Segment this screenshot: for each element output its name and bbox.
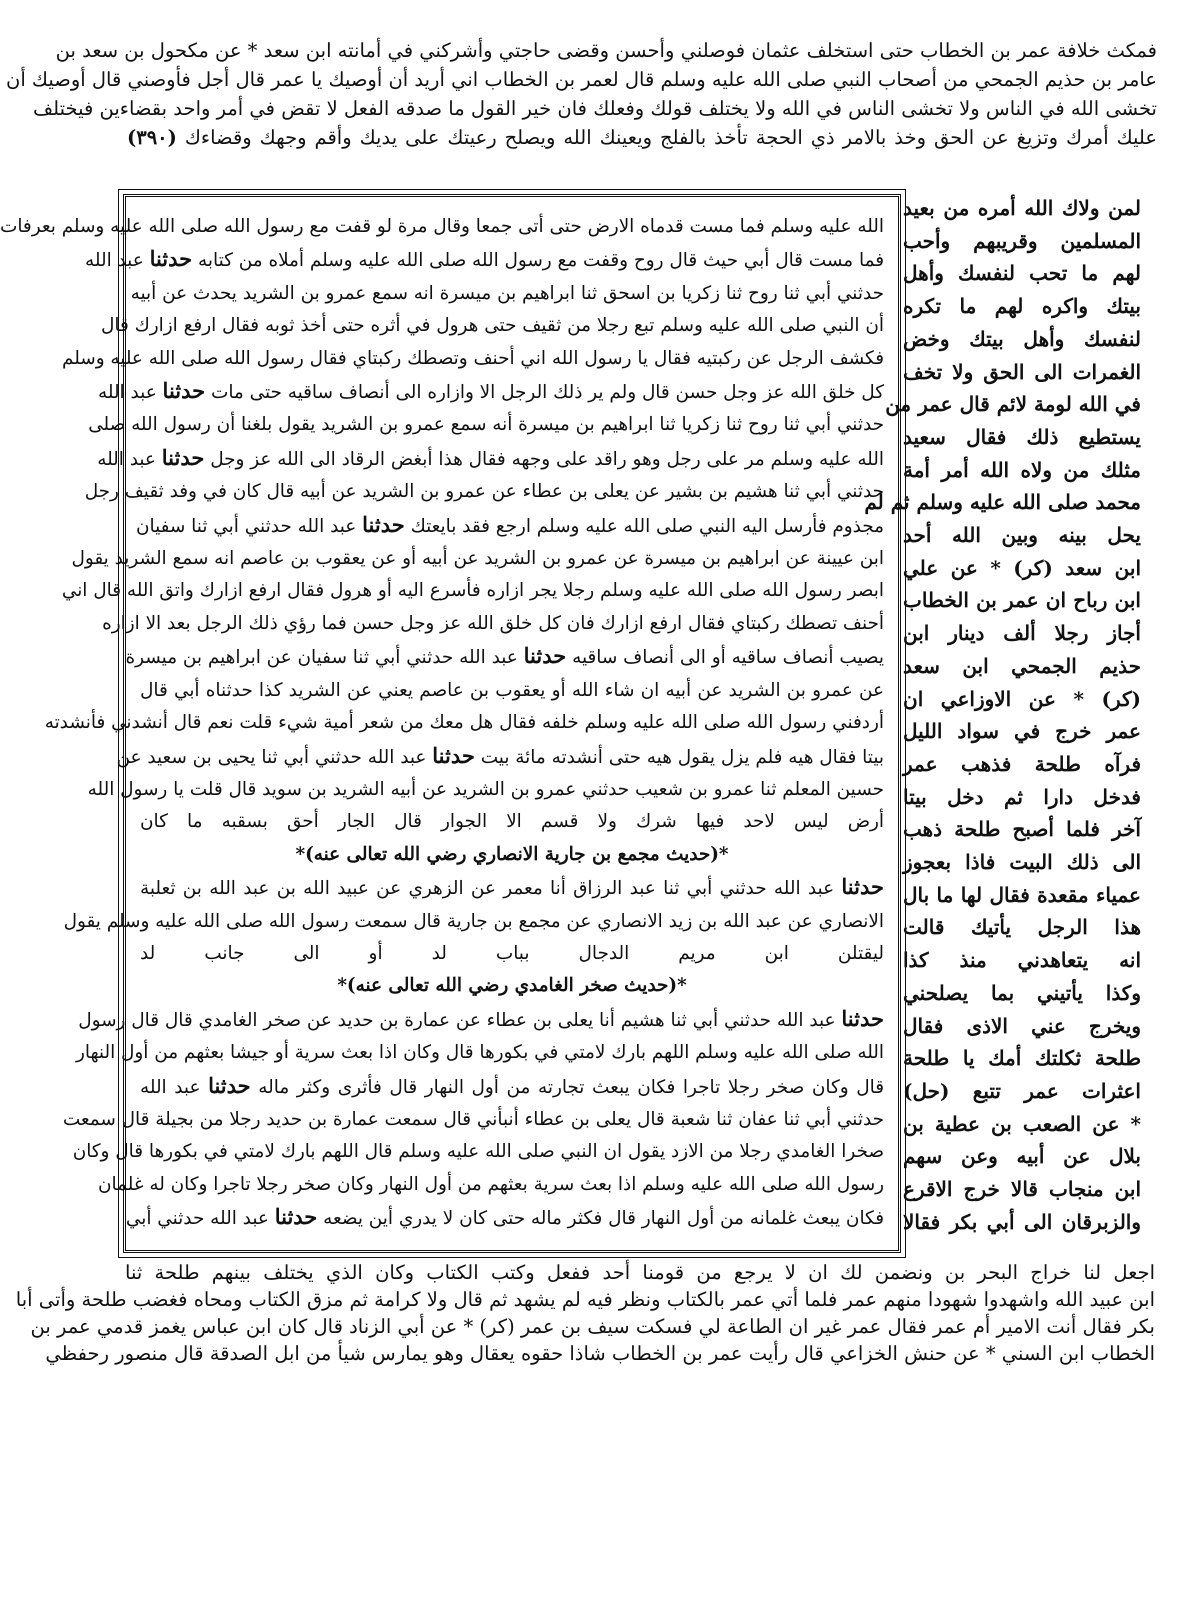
haddathana-marker: حدثنا (362, 511, 405, 537)
line-text: ابن عيينة عن ابراهيم بن ميسرة عن عمرو بن الشريد عن أبيه أو عن يعقوب بن عاصم انه سمع الشريد يقول (71, 548, 884, 570)
line-text: حدثني أبي ثنا عفان ثنا شعبة قال يعلى بن عطاء أنبأني قال سمعت عمارة بن حديد رجلا من بجيلة قال سمعت (62, 1108, 884, 1130)
haddathana-marker: حدثنا (208, 1072, 251, 1098)
line-text: عبد الله حدثني أبي ثنا سفيان (135, 515, 357, 537)
line-text: يصيب أنصاف ساقيه أو الى أنصاف ساقيه (572, 647, 884, 669)
line-text: قال وكان صخر رجلا تاجرا فكان يبعث تجارته من أول النهار قال فأثرى وكثر ماله (258, 1076, 884, 1098)
commentary-line: بكر فقال أنت الامير أم عمر فقال عمر غير ان الطاعة لي فسكت سيف بن عمر (كر) * عن أبي الزناد قال كان ابن عباس يغمز قدمي عمر بن (30, 1315, 1155, 1338)
side-commentary-line: ابن سعد (كر) * عن علي (903, 555, 1141, 580)
haddathana-marker: حدثنا (161, 444, 205, 470)
hadith-line (61, 343, 884, 375)
line-text: عبد الله (140, 1076, 201, 1098)
line-text: أن النبي صلى الله عليه وسلم تبع رجلا من ثقيف حتى هرول في أثره حتى أخذ ثوبه فقال ارفع ازارك قال (101, 315, 884, 337)
side-commentary-line: لهم ما تحب لنفسك وأهل (903, 261, 1141, 286)
side-commentary-line: ويخرج عني الاذى فقال (903, 1013, 1141, 1038)
side-commentary-line: فرآه طلحة فذهب عمر (903, 751, 1141, 776)
line-text: حسين المعلم ثنا عمرو بن شعيب حدثني عمرو بن الشريد عن أبيه الشريد بن سويد قال قلت يا رسول الله (87, 778, 884, 800)
hadith-line (63, 906, 884, 938)
side-commentary-line: ابن منجاب قالا خرج الاقرع (903, 1177, 1141, 1202)
line-text: عبد الله حدثني أبي ثنا عبد الرزاق أنا معمر عن الزهري عن عبيد الله بن عبد الله بن ثعلبة (140, 878, 835, 900)
line-text: الله عليه وسلم مر على رجل وهو راقد على وجهه فقال هذا أبغض الرقاد الى الله عز وجل (210, 448, 884, 470)
hadith-line (116, 740, 884, 774)
top-commentary (6, 36, 1158, 152)
hadith-line (140, 675, 884, 707)
side-commentary-line: عمياء مقعدة فقال لها ما بال (903, 882, 1141, 907)
hadith-line (97, 442, 884, 476)
haddathana-marker: حدثنا (841, 874, 884, 900)
side-commentary-line: وكذا يأتيني بما يصلحني (903, 980, 1141, 1005)
side-commentary (864, 192, 1141, 1239)
line-text: عبد الله (97, 448, 156, 470)
line-text: عبد الله حدثني أبي (125, 1208, 269, 1230)
hadith-line (87, 774, 884, 806)
side-commentary-line: طلحة ثكلتك أمك يا طلحة (903, 1046, 1141, 1071)
side-commentary-line: مثلك من ولاه الله أمر أمة (903, 457, 1141, 482)
side-commentary-line: حذيم الجمحي ابن سعد (903, 653, 1141, 678)
side-commentary-line: المسلمين وقريبهم وأحب (903, 228, 1141, 253)
main-text (0, 211, 884, 1236)
hadith-line (135, 509, 884, 543)
haddathana-marker: حدثنا (162, 378, 206, 404)
side-commentary-line: بيتك واكره لهم ما تكره (903, 294, 1141, 319)
line-text: عن عمرو بن الشريد عن أبيه ان شاء الله أو يعقوب بن عاصم يعني عن الشريد كذا حدثناه أبي قال (140, 679, 884, 701)
side-commentary-line: بلال عن أبيه وعن سهم (903, 1144, 1141, 1169)
haddathana-marker: حدثنا (432, 742, 475, 768)
side-commentary-line: في الله لومة لائم قال عمر من (885, 392, 1141, 417)
hadith-line (84, 476, 884, 508)
line-text: أحنف تصطك ركبتاي فقال ارفع ازارك فان كل خلق الله عز وجل حسن فما رؤي ذلك الرجل بعد الا ازاره (102, 612, 884, 634)
line-text: *(حديث صخر الغامدي رضي الله تعالى عنه)* (337, 975, 687, 997)
hadith-line (130, 278, 884, 310)
hadith-line (75, 1037, 884, 1069)
side-commentary-line: اعثرات عمر تتبع (حل) (903, 1078, 1141, 1103)
side-commentary-line: محمد صلى الله عليه وسلم ثم لم (864, 490, 1141, 515)
commentary-line: ابن عبيد الله واشهدوا شهودا منهم عمر فلما أتي عمر بالكتاب ونظر فيه لم يشهد ثم قال ولا كرامة ثم مزق الكتاب ومحاه فغضب طلحة وأتى أبا (15, 1288, 1155, 1311)
haddathana-marker: حدثنا (274, 1204, 318, 1230)
side-commentary-line: عمر خرج في سواد الليل (903, 719, 1141, 744)
main-text-frame (0, 194, 901, 1253)
hadith-line (140, 806, 884, 838)
side-commentary-line: فدخل دارا ثم دخل بيتا (903, 784, 1141, 809)
side-commentary-line: يحل بينه وبين الله أحد (903, 523, 1141, 548)
line-text: حدثني أبي ثنا روح ثنا زكريا ثنا ابراهيم بن ميسرة أنه سمع عمرو بن الشريد يقول بلغنا أن رسول الله صلى (88, 414, 884, 436)
line-text: عبد الله حدثني أبي ثنا سفيان عن ابراهيم بن ميسرة (125, 647, 518, 669)
side-commentary-line: الى ذلك البيت فاذا بعجوز (903, 850, 1141, 875)
bottom-commentary (15, 1259, 1155, 1367)
haddathana-marker: حدثنا (523, 643, 567, 669)
side-commentary-line: لمن ولاك الله أمره من بعيد (903, 196, 1141, 220)
hadith-line (0, 211, 884, 243)
commentary-line: فمكث خلافة عمر بن الخطاب حتى استخلف عثمان فوصلني وأحسن وقضى حاجتي وأشركني في أمانته ابن سعد * عن مكحول بن سعد بن (55, 39, 1157, 62)
line-text: مجذوم فأرسل اليه النبي صلى الله عليه وسلم ارجع فقد بايعتك (410, 515, 884, 537)
line-text: حدثني أبي ثنا روح ثنا زكريا بن اسحق ثنا ابراهيم بن ميسرة انه سمع عمرو بن الشريد يحدث عن أبيه (130, 282, 884, 304)
section-heading (140, 839, 884, 871)
hadith-line (71, 543, 884, 575)
page-number: (٣٩٠) (127, 126, 177, 149)
hadith-line (125, 1201, 884, 1235)
side-commentary-line: (كر) * عن الاوزاعي ان (903, 686, 1141, 711)
haddathana-marker: حدثنا (841, 1005, 884, 1031)
side-commentary-line: هذا الرجل يأتيك قالت (903, 915, 1141, 940)
section-heading (140, 970, 884, 1002)
line-text: الله عليه وسلم فما مست قدماه الارض حتى أتى جمعا وقال مرة لو قفت مع رسول الله صلى الله عليه وسلم بعرفات (0, 216, 884, 237)
line-text: عبد الله حدثني أبي ثنا هشيم أنا يعلى بن عطاء عن عمارة بن حديد عن صخر الغامدي قال قال رسول (78, 1009, 836, 1031)
line-text: بيتا فقال هيه فلم يزل يقول هيه حتى أنشدته مائة بيت (480, 746, 884, 768)
commentary-line: الخطاب ابن السني * عن حنش الخزاعي قال رأيت عمر بن الخطاب شاذا حقوه يعقال وهو يمارس شيأ من ابل الصدقة قال منصور رحفظي (45, 1342, 1155, 1365)
line-text: فكشف الرجل عن ركبتيه فقال يا رسول الله اني أحنف وتصطك ركبتاي فقال رسول الله صلى الله عليه وسلم (61, 347, 884, 369)
hadith-line (78, 1003, 884, 1037)
commentary-line: عامر بن حذيم الجمحي من أصحاب النبي صلى الله عليه وسلم قال لعمر بن الخطاب اني أريد أن أوصيك يا عمر قال أجل فأوصني قال أوصيك أن (6, 68, 1157, 91)
hadith-line (44, 707, 884, 739)
hadith-line (140, 938, 884, 970)
line-text: عبد الله (98, 382, 157, 404)
line-text: أردفني رسول الله صلى الله عليه وسلم خلفه فقال هل معك من شعر أمية شيء قلت نعم قال أنشدني فأنشدته (44, 712, 884, 734)
hadith-line (98, 375, 884, 409)
commentary-line (127, 123, 1157, 152)
commentary-line: تخشى الله في الناس ولا تخشى الناس في الله ولا يختلف قولك وفعلك فان خير القول ما صدقه الفعل لا تقض في أمر واحد بقضاءين فيختلف (32, 97, 1157, 120)
hadith-line (62, 1104, 884, 1136)
line-text: أرض ليس لاحد فيها شرك ولا قسم الا الجوار قال الجار أحق بسقبه ما كان (140, 811, 884, 833)
line-text: رسول الله صلى الله عليه وسلم اذا بعث سرية بعثهم من أول النهار وكان صخر رجلا تاجرا وكان له غلمان (98, 1173, 884, 1195)
side-commentary-line: * عن الصعب بن عطية بن (903, 1111, 1141, 1136)
line-text: صخرا الغامدي رجلا من الازد يقول ان النبي صلى الله عليه وسلم قال اللهم بارك لامتي في بكورها قال وكان (72, 1141, 884, 1163)
hadith-line (140, 1070, 884, 1104)
side-commentary-line: لنفسك وأهل بيتك وخض (903, 326, 1141, 351)
hadith-line (72, 1136, 884, 1168)
line-text: ابصر رسول الله صلى الله عليه وسلم رجلا يجر ازاره فأسرع اليه أو هرول فقال ارفع ازارك واتق الله قال اني (61, 580, 884, 602)
line-text: عبد الله حدثني أبي ثنا يحيى بن سعيد عن (116, 746, 427, 768)
line-text: الانصاري عن عبد الله بن زيد الانصاري عن مجمع بن جارية قال سمعت رسول الله صلى الله عليه وسلم يقول (63, 910, 884, 932)
line-text: فكان يبعث غلمانه من أول النهار قال فكثر ماله حتى كان لا يدري أين يضعه (323, 1208, 884, 1230)
side-commentary-line: انه يتعاهدني منذ كذا (903, 948, 1141, 973)
side-commentary-line: أجاز رجلا ألف دينار ابن (903, 621, 1141, 646)
side-commentary-line: آخر فلما أصبح طلحة ذهب (903, 817, 1141, 842)
hadith-line (98, 1169, 884, 1201)
hadith-line (125, 640, 884, 674)
hadith-line (85, 243, 884, 277)
hadith-line (88, 409, 884, 441)
line-text: عبد الله (85, 250, 144, 272)
line-text: الله صلى الله عليه وسلم اللهم بارك لامتي في بكورها قال وكان اذا بعث سرية أو جيشا بعثهم من أول النهار (75, 1042, 884, 1064)
side-commentary-line: الغمرات الى الحق ولا تخف (903, 359, 1141, 384)
line-text: فما مست قال أبي حيث قال روح وقفت مع رسول الله صلى الله عليه وسلم أملاه من كتابه (198, 250, 884, 272)
commentary-text: عليك أمرك وتزيغ عن الحق وخذ بالامر ذي الحجة تأخذ بالفلج ويعينك الله ويصلح رعيتك على يديك وأقم وجهك وقضاءك (184, 126, 1158, 149)
hadith-line (102, 608, 884, 640)
side-commentary-line: يستطيع ذلك فقال سعيد (903, 424, 1141, 449)
side-commentary-line: والزبرقان الى أبي بكر فقالا (903, 1209, 1141, 1234)
line-text: ليقتلن ابن مريم الدجال بباب لد أو الى جانب لد (140, 942, 884, 964)
hadith-line (140, 871, 884, 905)
line-text: *(حديث مجمع بن جارية الانصاري رضي الله تعالى عنه)* (295, 843, 729, 865)
haddathana-marker: حدثنا (149, 246, 193, 272)
line-text: حدثني أبي ثنا هشيم بن بشير عن يعلى بن عطاء عن عمرو بن الشريد عن أبيه قال كان في وفد ثقيف رجل (84, 481, 884, 503)
hadith-line (61, 575, 884, 607)
side-commentary-line: ابن رباح ان عمر بن الخطاب (903, 588, 1141, 613)
commentary-line: اجعل لنا خراج البحر بن ونضمن لك ان لا يرجع من قومنا أحد ففعل وكتب الكتاب وكان الذي يختلف بينهم طلحة ثنا (125, 1261, 1155, 1284)
line-text: كل خلق الله عز وجل حسن قال ولم ير ذلك الرجل الا وازاره الى أنصاف ساقيه حتى مات (211, 382, 884, 404)
hadith-line (101, 310, 884, 342)
